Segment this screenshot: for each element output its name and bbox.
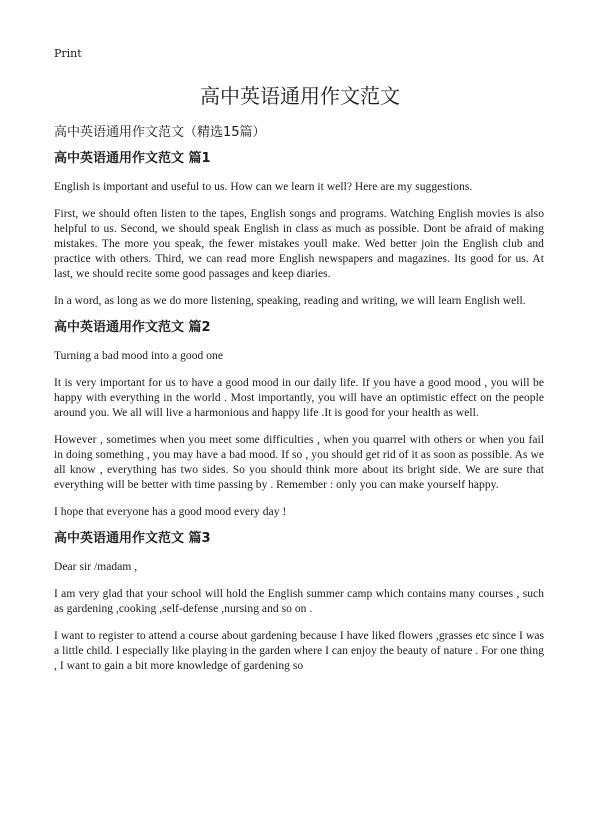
section-heading: 高中英语通用作文范文 篇2: [54, 320, 211, 335]
paragraph: I hope that everyone has a good mood every day !: [54, 506, 287, 518]
article-body: [54, 150, 544, 686]
paragraph: Turning a bad mood into a good one: [54, 350, 223, 362]
page-subtitle: 高中英语通用作文范文（精选15篇）: [54, 125, 266, 140]
section-heading: 高中英语通用作文范文 篇3: [54, 531, 211, 546]
page-title: 高中英语通用作文范文: [200, 84, 400, 108]
section-heading: 高中英语通用作文范文 篇1: [54, 151, 211, 166]
paragraph: I am very glad that your school will hold the English summer camp which contains many courses , such as gardening ,cooking ,self-defense ,nursing and so on .: [54, 588, 544, 615]
paragraph: It is very important for us to have a good mood in our daily life. If you have a good mood , you will be happy with everything in the world . Most importantly, you will have an optimistic effect on the people around you. We all will live a harmonious and happy life .It is good for your health as well.: [54, 377, 544, 419]
paragraph: Dear sir /madam ,: [54, 561, 138, 573]
paragraph: First, we should often listen to the tapes, English songs and programs. Watching English movies is also helpful to us. Second, we should speak English in class as much as possible. Dont be afraid of making mistakes. The more you speak, the fewer mistakes youll make. Wed better join the English club and practice with others. Third, we can read more English newspapers and magazines. Its good for us. At last, we should recite some good passages and keep diaries.: [54, 208, 544, 280]
paragraph: In a word, as long as we do more listening, speaking, reading and writing, we will learn English well.: [54, 295, 526, 307]
print-label[interactable]: Print: [54, 47, 82, 60]
paragraph: I want to register to attend a course about gardening because I have liked flowers ,grasses etc since I was a little child. I especially like playing in the garden where I can enjoy the beauty of nature . For one thing , I want to gain a bit more knowledge of gardening so: [54, 630, 544, 672]
paragraph: However , sometimes when you meet some difficulties , when you quarrel with others or when you fail in doing something , you may have a bad mood. If so , you should get rid of it as soon as possible. As we all know , everything has two sides. So you should think more about its bright side. We are sure that everything will be better with time passing by . Remember : only you can make yourself happy.: [54, 434, 544, 491]
paragraph: English is important and useful to us. How can we learn it well? Here are my suggestions.: [54, 181, 473, 193]
